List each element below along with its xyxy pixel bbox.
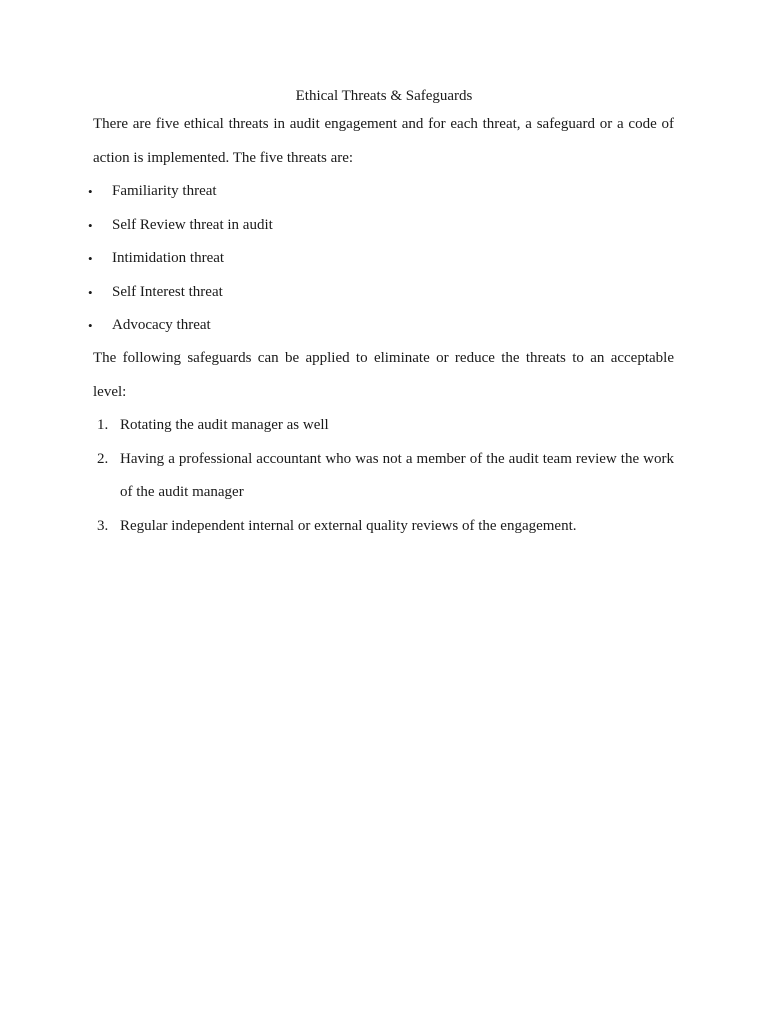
threat-list xyxy=(0,175,768,343)
list-number: 1. xyxy=(97,417,109,433)
intro-paragraph: There are five ethical threats in audit engagement and for each threat, a safeguard or a code of action is implemented. The five threats are: xyxy=(93,116,674,166)
list-number: 3. xyxy=(97,517,109,534)
threat-item xyxy=(0,209,768,243)
bullet-icon: • xyxy=(88,184,93,199)
safeguard-item xyxy=(0,443,768,510)
threat-item xyxy=(0,175,768,209)
threat-label: Familiarity threat xyxy=(112,183,217,199)
bullet-icon: • xyxy=(88,318,93,333)
threat-item xyxy=(0,309,768,343)
threat-label: Self Interest threat xyxy=(112,283,223,300)
threat-label: Self Review threat in audit xyxy=(112,216,273,233)
bullet-icon: • xyxy=(88,251,93,266)
threat-label: Intimidation threat xyxy=(112,250,225,266)
safeguard-list xyxy=(0,409,768,543)
safeguard-item xyxy=(0,409,768,443)
threat-label: Advocacy threat xyxy=(112,317,211,333)
threat-item xyxy=(0,242,768,276)
bullet-icon: • xyxy=(88,217,93,233)
safeguard-intro-paragraph: The following safeguards can be applied to eliminate or reduce the threats to an acceptable level: xyxy=(93,350,674,400)
safeguard-item xyxy=(0,510,768,544)
document-title: Ethical Threats & Safeguards xyxy=(295,88,473,104)
safeguard-text: Regular independent internal or external quality reviews of the engagement. xyxy=(120,517,577,534)
bullet-icon: • xyxy=(88,284,93,300)
safeguard-text: Having a professional accountant who was not a member of the audit team review the work of the audit manager xyxy=(120,450,674,500)
safeguard-text: Rotating the audit manager as well xyxy=(120,417,329,433)
threat-item xyxy=(0,276,768,310)
list-number: 2. xyxy=(97,450,109,467)
